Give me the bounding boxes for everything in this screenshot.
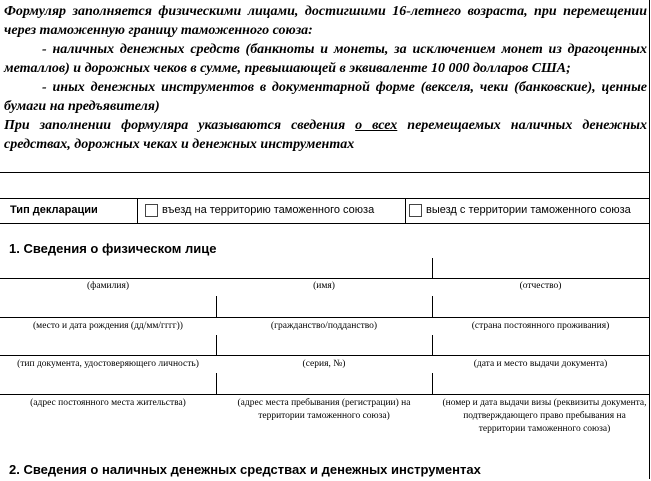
divider	[432, 258, 433, 279]
divider	[216, 296, 217, 318]
instructions-p4-start: При заполнении формуляра указываются сведения	[4, 118, 356, 133]
series-number-caption: (серия, №)	[302, 359, 346, 369]
section-1-title: 1. Сведения о физическом лице	[9, 241, 217, 256]
surname-caption: (фамилия)	[87, 281, 129, 291]
divider	[216, 335, 217, 356]
instructions-paragraph-4	[4, 116, 647, 154]
residence-country-caption: (страна постоянного проживания)	[471, 321, 610, 331]
divider	[432, 296, 433, 318]
stay-address-caption: (адрес места пребывания (регистрации) на территории таможенного союза)	[237, 398, 411, 421]
divider	[405, 199, 406, 223]
id-doc-type-caption: (тип документа, удостоверяющего личность)	[17, 359, 199, 369]
citizenship-caption: (гражданство/подданство)	[270, 321, 378, 331]
divider	[216, 373, 217, 395]
declaration-type-label: Тип декларации	[10, 204, 98, 216]
name-caption: (имя)	[313, 281, 335, 291]
entry-option-label: въезд на территорию таможенного союза	[162, 204, 375, 216]
issue-date-place-caption: (дата и место выдачи документа)	[473, 359, 608, 369]
divider	[432, 335, 433, 356]
field-line-row-3	[0, 335, 649, 356]
instructions-paragraph-2: - наличных денежных средств (банкноты и монеты, за исключением монет из драгоценных металлов) и дорожных чеков в сумме, превышающей в эквиваленте 10 000 долларов США;	[4, 42, 647, 76]
divider	[137, 199, 138, 223]
instructions-p4-underlined: о всех	[355, 118, 398, 133]
blank-row	[0, 173, 649, 199]
instructions-paragraph-3: - иных денежных инструментов в документарной форме (векселя, чеки (банковские), ценные бумаги на предъявителя)	[4, 80, 647, 114]
instructions-block	[0, 0, 649, 173]
divider	[432, 373, 433, 395]
instructions-p4-end: перемещаемых наличных денежных средствах, дорожных чеках и денежных инструментах	[4, 118, 647, 152]
field-line-row-1	[0, 258, 649, 279]
exit-checkbox[interactable]	[409, 204, 422, 217]
birth-caption: (место и дата рождения (дд/мм/гггг))	[33, 321, 183, 331]
patronymic-caption: (отчество)	[519, 281, 562, 291]
exit-option-label: выезд с территории таможенного союза	[426, 204, 631, 216]
field-line-row-2	[0, 296, 649, 318]
field-line-row-4	[0, 373, 649, 395]
entry-checkbox[interactable]	[145, 204, 158, 217]
visa-caption: (номер и дата выдачи визы (реквизиты документа, подтверждающего право пребывания на территории таможенного союза)	[442, 398, 647, 434]
declaration-type-row	[0, 199, 649, 224]
permanent-address-caption: (адрес постоянного места жительства)	[30, 398, 186, 408]
instructions-paragraph-1: Формуляр заполняется физическими лицами, достигшими 16-летнего возраста, при перемещении через таможенную границу таможенного союза:	[4, 4, 647, 38]
section-2-title: 2. Сведения о наличных денежных средствах и денежных инструментах	[9, 462, 481, 477]
